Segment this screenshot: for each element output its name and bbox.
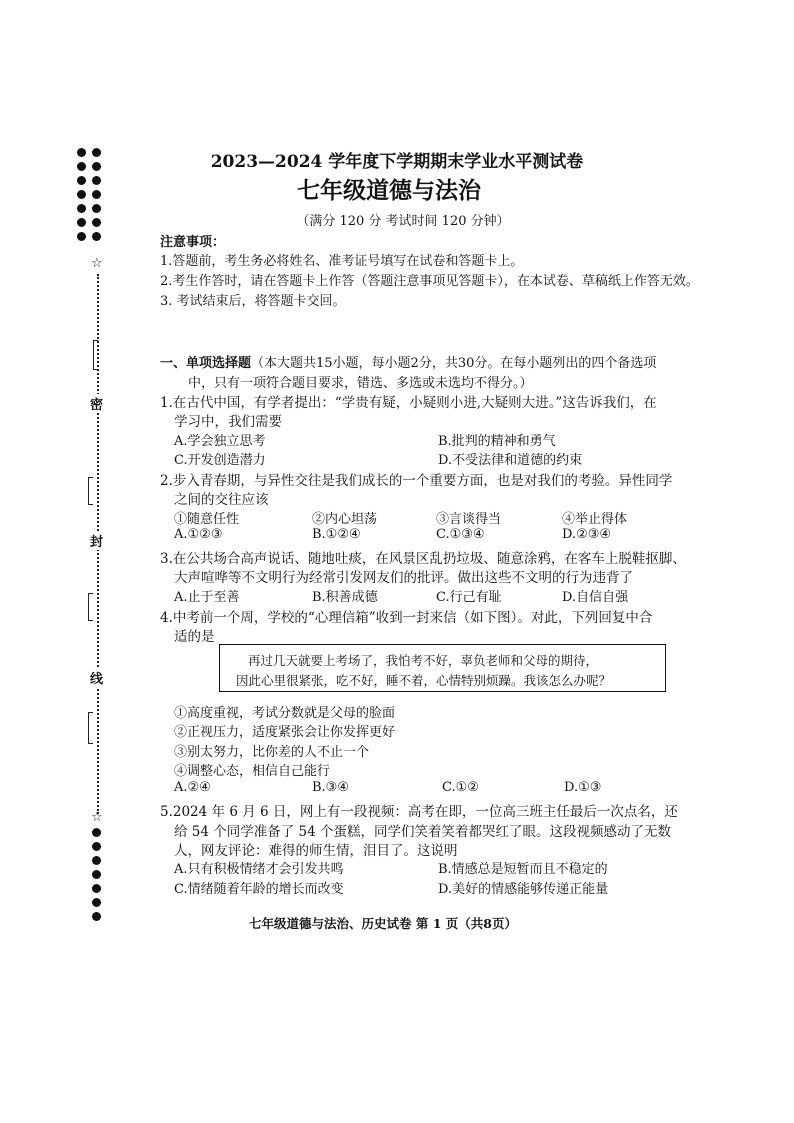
note-item: 3. 考试结束后，将答题卡交回。 [160,294,346,309]
option-d: D.①③ [564,780,602,795]
option-a: A.②④ [174,780,211,795]
question-stem: 4.中考前一个周，学校的“心理信箱”收到一封来信（如下图）。对此，下列回复中合 [160,610,653,626]
option-b: B.③④ [312,780,349,795]
option-a: A.学会独立思考 [174,434,266,449]
note-item: 1.答题前，考生务必将姓名、准考证号填写在试卷和答题卡上。 [160,254,524,269]
binding-dot [92,898,101,907]
option-d: D.不受法律和道德的约束 [438,453,583,468]
statement: ②内心坦荡 [312,512,378,527]
bracket-mark [88,712,93,744]
binding-dot [92,884,101,893]
subject-title: 七年级道德与法治 [297,177,481,204]
question-stem: 之间的交往应该 [174,492,269,508]
question-stem: 学习中，我们需要 [174,414,282,430]
question-stem: 2.步入青春期，与异性交往是我们成长的一个重要方面，也是对我们的考验。异性同学 [160,473,673,489]
seal-char-xian: 线 [90,668,103,687]
binding-dot [92,232,101,241]
bracket-mark [88,593,93,621]
seal-char-feng: 封 [90,531,103,550]
option-d: D.美好的情感能够传递正能量 [438,882,609,897]
binding-dot [92,828,101,837]
option-a: A.①②③ [174,527,223,542]
question-stem: 3.在公共场合高声说话、随地吐痰，在风景区乱扔垃圾、随意涂鸦，在客车上脱鞋抠脚、 [160,551,686,567]
statement: ②正视压力，适度紧张会让你发挥更好 [174,725,396,740]
exam-info: （满分 120 分 考试时间 120 分钟） [296,214,510,229]
option-c: C.情绪随着年龄的增长而改变 [174,882,344,897]
statement: ④调整心态，相信自己能行 [174,764,331,779]
option-a: A.只有积极情绪才会引发共鸣 [174,862,344,877]
option-a: A.止于至善 [174,590,240,605]
option-b: B.情感总是短暂而且不稳定的 [438,862,608,877]
letter-line: 再过几天就要上考场了，我怕考不好，辜负老师和父母的期待， [248,653,599,668]
option-b: B.①②④ [312,527,361,542]
option-c: C.①③④ [436,527,485,542]
section-desc: （本大题共15小题，每小题2分，共30分。在每小题列出的四个备选项 [251,356,657,371]
seal-char-mi: 密 [90,394,103,413]
notes-heading: 注意事项： [160,235,226,250]
note-item: 2.考生作答时，请在答题卡上作答（答题注意事项见答题卡），在本试卷、草稿纸上作答无效。 [160,274,699,289]
bracket-mark [88,477,93,505]
binding-dot [92,842,101,851]
section-desc-cont: 中，只有一项符合题目要求，错选、多选或未选均不得分。） [188,376,533,391]
option-b: B.积善成德 [312,590,378,605]
statement: ③别太努力，比你差的人不止一个 [174,745,370,760]
option-d: D.自信自强 [562,590,629,605]
question-stem: 适的是 [174,629,215,645]
section-title: 一、单项选择题 [160,356,252,371]
statement: ①高度重视，考试分数就是父母的脸面 [174,706,396,721]
option-c: C.行己有耻 [436,590,502,605]
section-heading [160,352,656,371]
question-stem: 给 54 个同学准备了 54 个蛋糕，同学们笑着笑着都哭红了眼。这段视频感动了无数 [174,824,672,840]
binding-dot [92,870,101,879]
question-stem: 大声喧哗等不文明行为经常引发网友们的批评。做出这些不文明的行为违背了 [174,570,633,586]
statement: ④举止得体 [562,512,628,527]
star-icon: ☆ [91,256,103,271]
option-d: D.②③④ [562,527,612,542]
page-footer: 七年级道德与法治、历史试卷 第 1 页（共8页） [249,916,517,931]
option-b: B.批判的精神和勇气 [438,434,556,449]
statement: ①随意任性 [174,512,240,527]
question-stem: 5.2024 年 6 月 6 日，网上有一段视频：高考在即，一位高三班主任最后一次点名，还 [160,804,678,820]
letter-box [219,644,666,692]
option-c: C.①② [442,780,479,795]
option-c: C.开发创造潜力 [174,453,266,468]
star-icon: ☆ [91,810,103,825]
question-stem: 1.在古代中国，有学者提出：“学贵有疑，小疑则小进,大疑则大进。”这告诉我们，在 [160,395,657,411]
binding-dot [77,232,86,241]
question-stem: 人，网友评论：难得的师生情，泪目了。这说明 [174,843,458,859]
binding-dot [92,856,101,865]
statement: ③言谈得当 [436,512,502,527]
exam-title: 2023—2024 学年度下学期期末学业水平测试卷 [210,152,584,172]
letter-line: 因此心里很紧张，吃不好，睡不着，心情特别烦躁。我该怎么办呢？ [236,673,612,688]
bracket-mark [93,340,98,370]
